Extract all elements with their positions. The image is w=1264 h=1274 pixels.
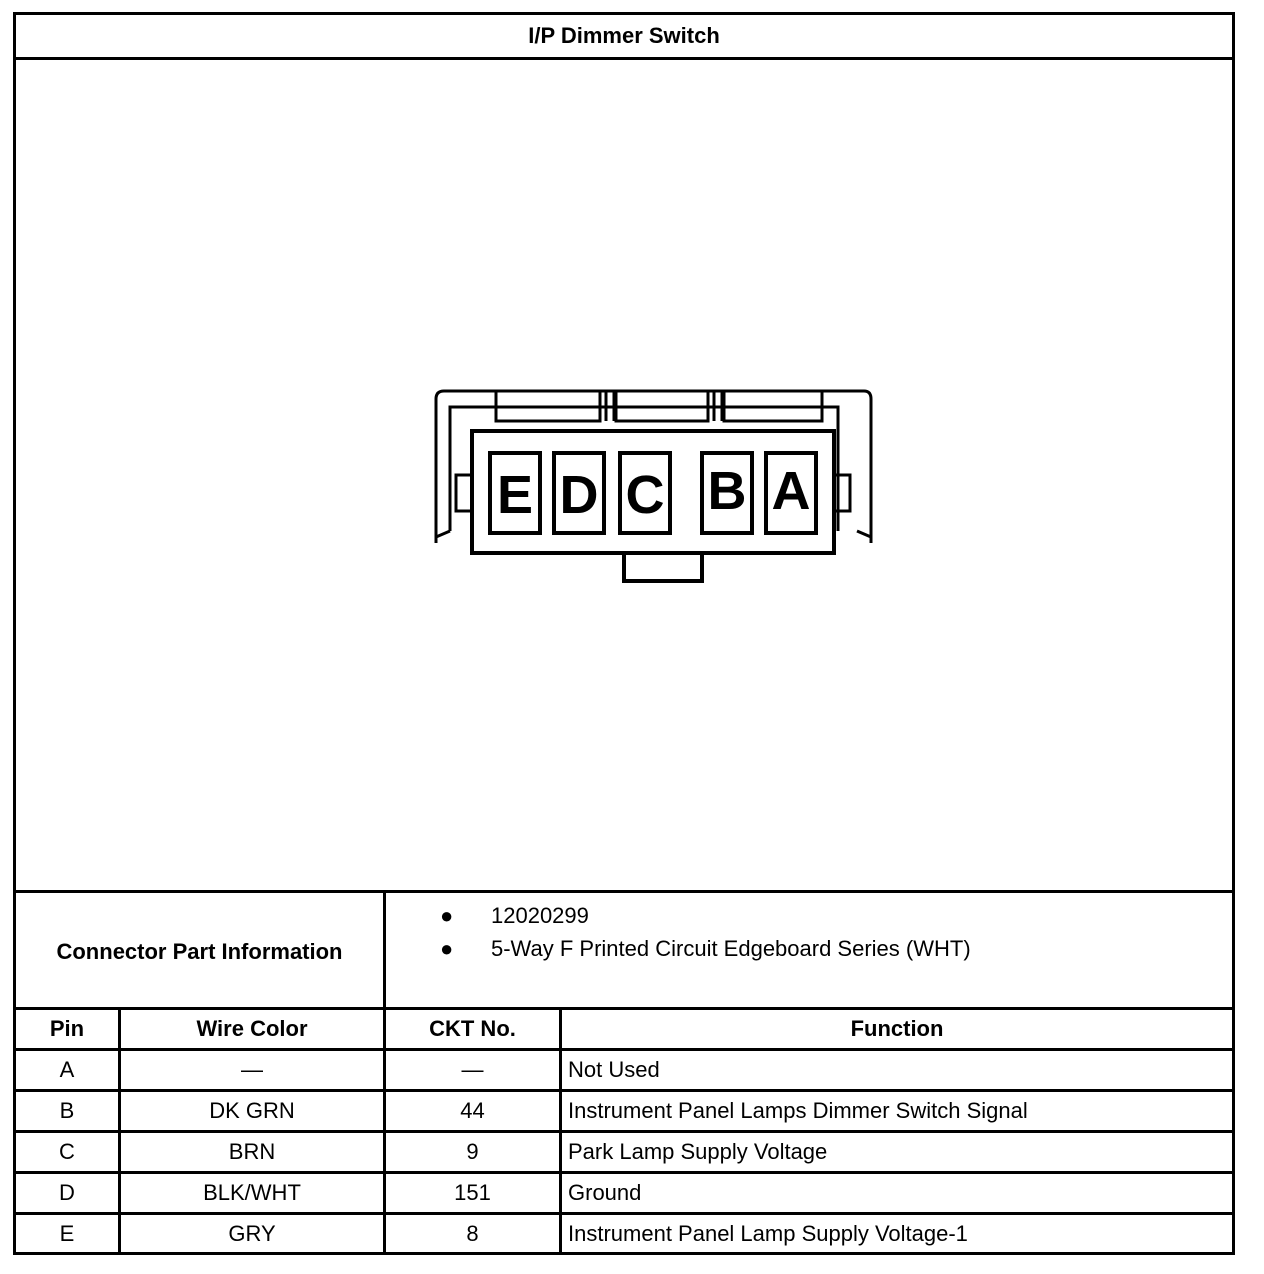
row-a-pin: A: [59, 1057, 75, 1082]
row-a-function: Not Used: [568, 1057, 660, 1082]
row-a-wire-color: —: [241, 1057, 263, 1082]
part-info-label: Connector Part Information: [56, 938, 343, 964]
header-function: Function: [850, 1016, 944, 1041]
row-e-function: Instrument Panel Lamp Supply Voltage-1: [568, 1220, 968, 1246]
header-wire-color: Wire Color: [196, 1016, 308, 1041]
row-e-ckt-no: 8: [466, 1220, 479, 1246]
header-ckt-no: CKT No.: [429, 1016, 516, 1041]
row-c-wire-color: BRN: [228, 1139, 276, 1164]
divider: [16, 57, 1232, 60]
row-b-wire-color: DK GRN: [209, 1098, 295, 1123]
header-pin: Pin: [49, 1016, 85, 1041]
connector-face-diagram: [416, 385, 876, 595]
pin-label-e: E: [496, 465, 534, 525]
row-c-function: Park Lamp Supply Voltage: [568, 1139, 828, 1164]
row-b-function: Instrument Panel Lamps Dimmer Switch Signal: [568, 1098, 1028, 1123]
pin-label-a: A: [771, 461, 811, 521]
pin-label-c: C: [625, 465, 665, 525]
row-d-pin: D: [59, 1180, 75, 1205]
row-d-function: Ground: [568, 1180, 642, 1205]
sheet-title: I/P Dimmer Switch: [528, 23, 720, 48]
row-a-ckt-no: —: [461, 1057, 484, 1082]
connector-sheet: [13, 12, 1235, 1255]
row-b-pin: B: [59, 1098, 75, 1123]
row-e-pin: E: [59, 1220, 75, 1246]
row-c-ckt-no: 9: [466, 1139, 479, 1164]
row-e-wire-color: GRY: [228, 1220, 276, 1246]
row-b-ckt-no: 44: [460, 1098, 485, 1123]
row-d-wire-color: BLK/WHT: [203, 1180, 301, 1205]
pin-label-b: B: [707, 461, 747, 521]
part-info-list: ● 12020299 ● 5-Way F Printed Circuit Edgeboard Series (WHT): [440, 903, 971, 961]
row-c-pin: C: [59, 1139, 75, 1164]
row-d-ckt-no: 151: [454, 1180, 491, 1205]
pin-label-d: D: [559, 465, 599, 525]
